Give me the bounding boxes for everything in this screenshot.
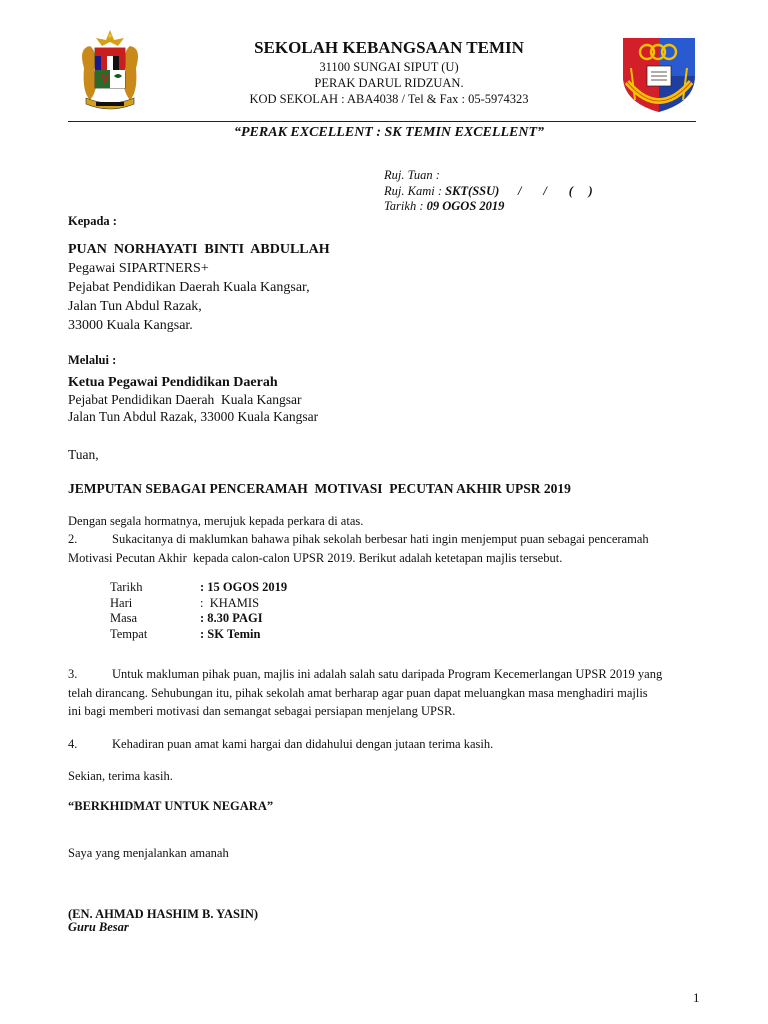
ruj-kami: Ruj. Kami : SKT(SSU) / / ( ) xyxy=(384,184,593,198)
signatory-name: (EN. AHMAD HASHIM B. YASIN) xyxy=(68,907,259,921)
slogan: “BERKHIDMAT UNTUK NEGARA” xyxy=(68,799,274,813)
detail-value: : KHAMIS xyxy=(200,596,260,610)
paragraph-2: 2. Sukacitanya di maklumkan bahawa pihak sekolah berbesar hati ingin menjemput puan sebagai penceramah xyxy=(68,532,649,546)
page-number: 1 xyxy=(693,990,700,1005)
recipient-line: 33000 Kuala Kangsar. xyxy=(68,318,193,333)
salutation: Tuan, xyxy=(68,447,99,462)
paragraph-2-cont: Motivasi Pecutan Akhir kepada calon-calon UPSR 2019. Berikut adalah ketetapan majlis tersebut. xyxy=(68,551,563,565)
closing-line: Sekian, terima kasih. xyxy=(68,769,173,783)
paragraph-3-cont: telah dirancang. Sehubungan itu, pihak sekolah amat berharap agar puan dapat meluangkan masa menghadiri majlis xyxy=(68,686,648,700)
kepada-label: Kepada : xyxy=(68,214,117,228)
detail-label: Tempat xyxy=(110,627,148,641)
ruj-tuan: Ruj. Tuan : xyxy=(384,168,440,182)
paragraph-3-cont: ini bagi memberi motivasi dan semangat sebagai persiapan menjelang UPSR. xyxy=(68,704,456,718)
via-line: Ketua Pegawai Pendidikan Daerah xyxy=(68,375,278,390)
recipient-name: PUAN NORHAYATI BINTI ABDULLAH xyxy=(68,242,330,257)
recipient-line: Pegawai SIPARTNERS+ xyxy=(68,261,209,276)
opening-line: Dengan segala hormatnya, merujuk kepada perkara di atas. xyxy=(68,514,364,528)
via-line: Jalan Tun Abdul Razak, 33000 Kuala Kangsar xyxy=(68,409,319,424)
school-name: SEKOLAH KEBANGSAAN TEMIN xyxy=(254,38,524,57)
recipient-line: Jalan Tun Abdul Razak, xyxy=(68,299,202,314)
melalui-label: Melalui : xyxy=(68,353,117,367)
detail-value: : SK Temin xyxy=(200,627,261,641)
school-motto: “PERAK EXCELLENT : SK TEMIN EXCELLENT” xyxy=(234,125,544,140)
recipient-line: Pejabat Pendidikan Daerah Kuala Kangsar, xyxy=(68,280,310,295)
detail-value: : 8.30 PAGI xyxy=(200,611,263,625)
paragraph-4: 4. Kehadiran puan amat kami hargai dan didahului dengan jutaan terima kasih. xyxy=(68,737,494,751)
trust-line: Saya yang menjalankan amanah xyxy=(68,846,229,860)
letter-subject: JEMPUTAN SEBAGAI PENCERAMAH MOTIVASI PECUTAN AKHIR UPSR 2019 xyxy=(68,481,571,496)
address-line-1: 31100 SUNGAI SIPUT (U) xyxy=(319,60,459,74)
detail-label: Tarikh xyxy=(110,580,143,594)
address-line-2: PERAK DARUL RIDZUAN. xyxy=(314,76,464,90)
header-divider xyxy=(68,121,696,122)
letter-date: Tarikh : 09 OGOS 2019 xyxy=(384,199,505,213)
detail-value: : 15 OGOS 2019 xyxy=(200,580,288,594)
signatory-title: Guru Besar xyxy=(68,920,129,934)
detail-label: Masa xyxy=(110,611,138,625)
paragraph-3: 3. Untuk makluman pihak puan, majlis ini adalah salah satu daripada Program Kecemerlangan UPSR 2019 yang xyxy=(68,667,663,681)
via-line: Pejabat Pendidikan Daerah Kuala Kangsar xyxy=(68,392,302,407)
detail-label: Hari xyxy=(110,596,133,610)
contact-line: KOD SEKOLAH : ABA4038 / Tel & Fax : 05-5974323 xyxy=(249,92,529,106)
